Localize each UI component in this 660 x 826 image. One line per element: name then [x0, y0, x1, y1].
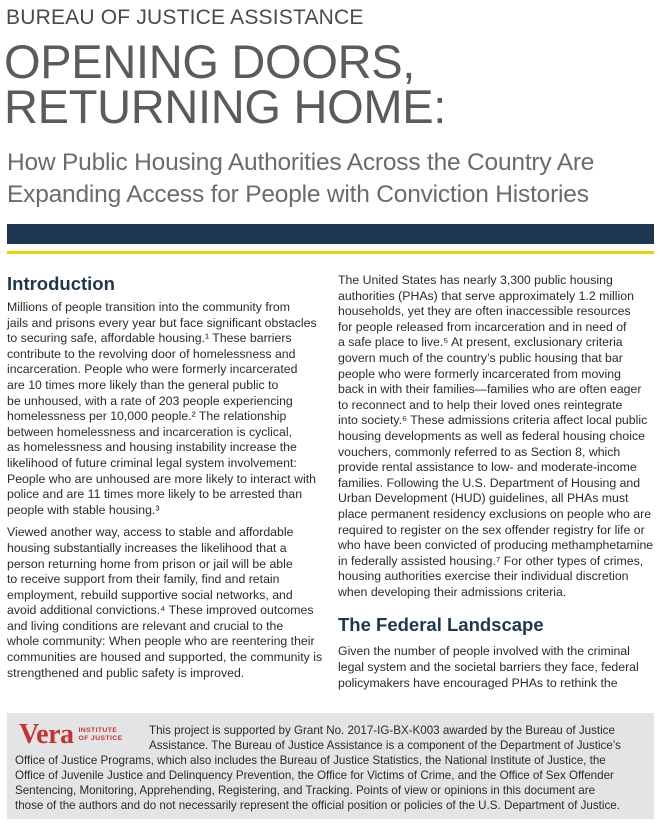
right-column: [338, 273, 656, 691]
text-line: for people released from incarceration and in need of: [338, 319, 627, 334]
text-line: to reconnect and to help their loved ones reintegrate: [338, 397, 623, 412]
text-line: a safe place to live.⁵ At present, exclusionary criteria: [338, 335, 623, 350]
text-line: to securing safe, affordable housing.¹ These barriers: [7, 331, 292, 346]
text-line: incarceration. People who were formerly incarcerated: [7, 362, 298, 377]
text-line: jails and prisons every year but face significant obstacles: [7, 315, 317, 330]
text-line: place permanent residency exclusions on people who are: [338, 506, 652, 521]
text-line: households, yet they are often inaccessible resources: [338, 304, 631, 319]
introduction-heading: Introduction: [7, 273, 115, 294]
text-line: Given the number of people involved with the criminal: [338, 644, 630, 659]
text-line: Millions of people transition into the community from: [7, 300, 290, 314]
footer-disclaimer: [15, 719, 647, 813]
text-line: police and are 11 times more likely to be arrested than: [7, 487, 303, 502]
subtitle-line-1: How Public Housing Authorities Across the Country Are: [7, 149, 595, 176]
text-line: housing substantially increases the likelihood that a: [7, 540, 287, 555]
document-subtitle: [7, 147, 594, 211]
text-line: people who were formerly incarcerated from moving: [338, 366, 621, 381]
right-paragraph-2: [338, 644, 656, 691]
text-line: contribute to the revolving door of homelessness and: [7, 346, 296, 361]
title-line-1: OPENING DOORS,: [4, 35, 416, 88]
text-line: People who are unhoused are more likely to interact with: [7, 471, 316, 486]
text-line: be unhoused, with a rate of 203 people experiencing: [7, 393, 293, 408]
footer-line: This project is supported by Grant No. 2017-IG-BX-K003 awarded by the Bureau of Justice: [149, 724, 615, 737]
footer-line: Office of Justice Programs, which also includes the Bureau of Justice Statistics, the National Institute of Justice, the: [15, 754, 606, 767]
navy-divider-bar: [7, 224, 654, 244]
text-line: avoid additional convictions.⁴ These improved outcomes: [7, 603, 314, 618]
right-paragraph-1: [338, 273, 656, 600]
text-line: govern much of the country’s public housing that bar: [338, 350, 623, 365]
text-line: likelihood of future criminal legal system involvement:: [7, 455, 297, 470]
text-line: The United States has nearly 3,300 public housing: [338, 273, 613, 287]
text-line: are 10 times more likely than the general public to: [7, 377, 279, 392]
text-line: when developing their admissions criteria.: [338, 584, 567, 599]
introduction-paragraph-2: [7, 525, 325, 681]
text-line: as homelessness and housing instability increase the: [7, 440, 297, 455]
text-line: homelessness per 10,000 people.² The relationship: [7, 409, 287, 424]
yellow-divider-line: [7, 251, 654, 254]
federal-landscape-heading: The Federal Landscape: [338, 614, 544, 636]
footer-line: those of the authors and do not necessarily represent the official position or policies of the U.S. Department of Justice.: [15, 799, 620, 812]
text-line: authorities (PHAs) that serve approximately 1.2 million: [338, 288, 634, 303]
subtitle-line-2: Expanding Access for People with Conviction Histories: [7, 181, 589, 208]
text-line: housing authorities exercise their individual discretion: [338, 569, 629, 584]
bureau-heading: BUREAU OF JUSTICE ASSISTANCE: [6, 6, 364, 29]
text-line: whole community: When people who are reentering their: [7, 634, 315, 649]
footer-line: Office of Juvenile Justice and Delinquency Prevention, the Office for Victims of Crime, and the Office of Sex Offender: [15, 769, 614, 782]
text-line: communities are housed and supported, the community is: [7, 650, 323, 665]
funding-footer: [7, 713, 654, 819]
footer-line: Assistance. The Bureau of Justice Assistance is a component of the Department of Justice’s: [149, 739, 621, 752]
vera-logo-sub-1: INSTITUTE: [78, 727, 118, 734]
text-line: between homelessness and incarceration is cyclical,: [7, 424, 293, 439]
text-line: Urban Development (HUD) guidelines, all PHAs must: [338, 491, 629, 506]
text-line: people with stable housing.³: [7, 502, 160, 517]
text-line: back in with their families—families who are often eager: [338, 382, 642, 397]
text-line: and living conditions are relevant and crucial to the: [7, 618, 284, 633]
text-line: to receive support from their family, find and retain: [7, 572, 280, 587]
text-line: provide rental assistance to low- and moderate-income: [338, 460, 637, 475]
text-line: person returning home from prison or jail will be able: [7, 556, 293, 571]
text-line: housing developments as well as federal housing choice: [338, 428, 645, 443]
left-column: [7, 273, 325, 681]
footer-line: Sentencing, Monitoring, Apprehending, Registering, and Tracking. Points of view or opinions in this document are: [15, 784, 596, 797]
text-line: who have been convicted of producing methamphetamine: [338, 538, 654, 553]
text-line: legal system and the societal barriers they face, federal: [338, 660, 639, 675]
text-line: employment, rebuild supportive social networks, and: [7, 587, 293, 602]
text-line: families. Following the U.S. Department of Housing and: [338, 475, 641, 490]
text-line: strengthened and public safety is improved.: [7, 665, 245, 680]
vera-logo-word: Vera: [19, 719, 74, 750]
text-line: policymakers have encouraged PHAs to rethink the: [338, 675, 618, 690]
vera-logo-sub-2: OF JUSTICE: [78, 735, 123, 742]
text-line: vouchers, commonly referred to as Section 8, which: [338, 444, 621, 459]
introduction-paragraph-1: [7, 300, 325, 518]
text-line: in federally assisted housing.⁷ For other types of crimes,: [338, 553, 644, 568]
text-line: Viewed another way, access to stable and affordable: [7, 525, 294, 540]
title-line-2: RETURNING HOME:: [4, 80, 447, 133]
text-line: required to register on the sex offender registry for life or: [338, 522, 645, 537]
document-title: [4, 35, 447, 133]
text-line: into society.⁶ These admissions criteria affect local public: [338, 413, 648, 428]
